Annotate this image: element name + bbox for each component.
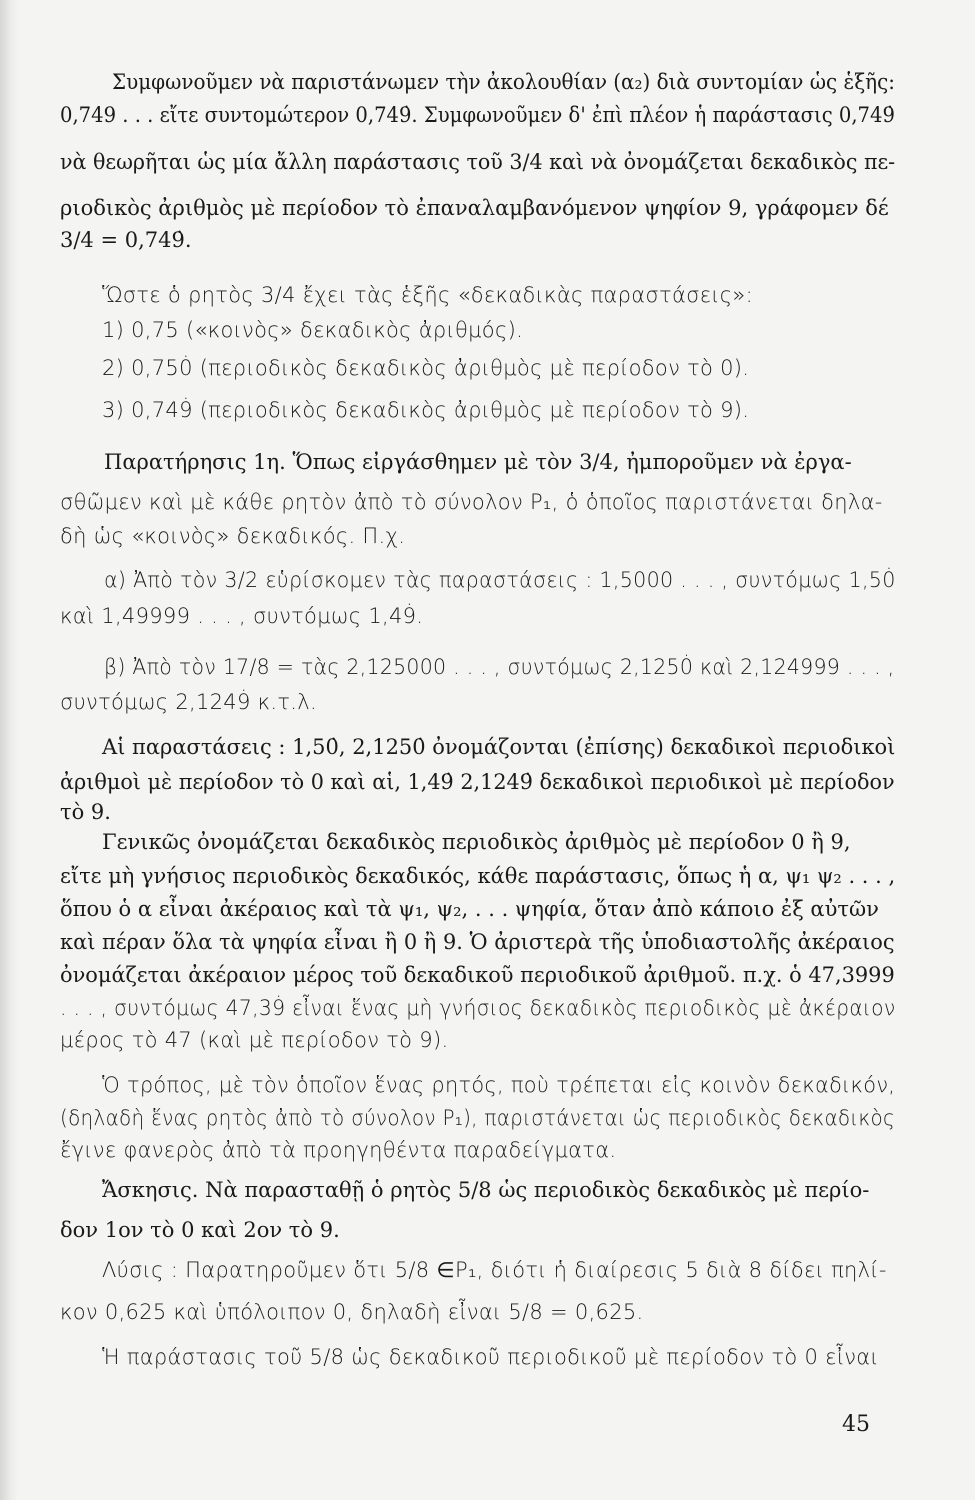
text-line: δὴ ὡς «κοινὸς» δεκαδικός. Π.χ.	[60, 524, 406, 548]
list-item: 1) 0,75 («κοινὸς» δεκαδικὸς ἀριθμός).	[102, 318, 524, 342]
text-line: 3/4 = 0,749̇.	[60, 228, 192, 252]
text-line: ἀριθμοὶ μὲ περίοδον τὸ 0 καὶ αἱ, 1,49̇ 2,1249̇ δεκαδικοὶ περιοδικοὶ μὲ περίοδον	[60, 770, 895, 794]
text-line: ὀνομάζεται ἀκέραιον μέρος τοῦ δεκαδικοῦ περιοδικοῦ ἀριθμοῦ. π.χ. ὁ 47,3999	[60, 963, 895, 987]
text-line: Ὥστε ὁ ρητὸς 3/4 ἔχει τὰς ἑξῆς «δεκαδικὰς παραστάσεις»:	[102, 283, 753, 307]
example-line: β) Ἀπὸ τὸν 17/8 = τὰς 2,125000 . . . , συντόμως 2,1250̇ καὶ 2,124999 . . . ,	[104, 655, 895, 679]
list-item: 3) 0,749̇ (περιοδικὸς δεκαδικὸς ἀριθμὸς μὲ περίοδον τὸ 9).	[102, 398, 750, 422]
example-line: συντόμως 2,1249̇ κ.τ.λ.	[60, 690, 317, 714]
text-line: 0,749 . . . εἴτε συντομώτερον 0,749̇. Συμφωνοῦμεν δ' ἐπὶ πλέον ἡ παράστασις 0,749̇	[60, 103, 895, 127]
text-line: Συμφωνοῦμεν νὰ παριστάνωμεν τὴν ἀκολουθίαν (α₂) διὰ συντομίαν ὡς ἑξῆς:	[112, 70, 895, 94]
exercise-heading-line: Ἄσκησις. Νὰ παρασταθῇ ὁ ρητὸς 5/8 ὡς περιοδικὸς δεκαδικὸς μὲ περίο-	[102, 1178, 870, 1202]
text-line: καὶ πέραν ὅλα τὰ ψηφία εἶναι ἢ 0 ἢ 9. Ὁ ἀριστερὰ τῆς ὑποδιαστολῆς ἀκέραιος	[60, 930, 895, 954]
text-line: ριοδικὸς ἀριθμὸς μὲ περίοδον τὸ ἐπαναλαμβανόμενον ψηφίον 9, γράφομεν δέ	[60, 196, 889, 220]
solution-line: κον 0,625 καὶ ὑπόλοιπον 0, δηλαδὴ εἶναι 5/8 = 0,625.	[60, 1300, 644, 1324]
text-line: εἴτε μὴ γνήσιος περιοδικὸς δεκαδικός, κάθε παράστασις, ὅπως ἡ α, ψ₁ ψ₂ . . . ,	[60, 864, 896, 888]
text-line: (δηλαδὴ ἕνας ρητὸς ἀπὸ τὸ σύνολον P₁), παριστάνεται ὡς περιοδικὸς δεκαδικὸς	[60, 1106, 896, 1130]
example-line: α) Ἀπὸ τὸν 3/2 εὑρίσκομεν τὰς παραστάσεις : 1,5000 . . . , συντόμως 1,50̇	[104, 568, 896, 592]
text-line: δον 1ον τὸ 0 καὶ 2ον τὸ 9.	[60, 1218, 340, 1242]
text-line: νὰ θεωρῆται ὡς μία ἄλλη παράστασις τοῦ 3/4 καὶ νὰ ὀνομάζεται δεκαδικὸς πε-	[60, 150, 896, 174]
text-line: τὸ 9.	[60, 800, 111, 824]
remark-heading-line: Παρατήρησις 1η. Ὅπως εἰργάσθημεν μὲ τὸν 3/4, ἠμποροῦμεν νὰ ἐργα-	[104, 450, 852, 474]
list-item: 2) 0,750̇ (περιοδικὸς δεκαδικὸς ἀριθμὸς μὲ περίοδον τὸ 0).	[102, 356, 750, 380]
solution-line: Ἡ παράστασις τοῦ 5/8 ὡς δεκαδικοῦ περιοδικοῦ μὲ περίοδον τὸ 0 εἶναι	[102, 1345, 879, 1369]
text-line: Ὁ τρόπος, μὲ τὸν ὁποῖον ἕνας ρητός, ποὺ τρέπεται εἰς κοινὸν δεκαδικόν,	[102, 1073, 896, 1097]
text-line: . . . , συντόμως 47,39̇ εἶναι ἕνας μὴ γνήσιος δεκαδικὸς περιοδικὸς μὲ ἀκέραιον	[60, 996, 896, 1020]
text-line: μέρος τὸ 47 (καὶ μὲ περίοδον τὸ 9).	[60, 1028, 449, 1052]
text-line: Αἱ παραστάσεις : 1,50̇, 2,1250̇ ὀνομάζονται (ἐπίσης) δεκαδικοὶ περιοδικοὶ	[102, 735, 896, 759]
text-line: ὅπου ὁ α εἶναι ἀκέραιος καὶ τὰ ψ₁, ψ₂, . . . ψηφία, ὅταν ἀπὸ κάποιο ἐξ αὐτῶν	[60, 897, 879, 921]
text-line: Γενικῶς ὀνομάζεται δεκαδικὸς περιοδικὸς ἀριθμὸς μὲ περίοδον 0 ἢ 9,	[102, 830, 851, 854]
page-number: 45	[842, 1412, 870, 1437]
text-line: ἔγινε φανερὸς ἀπὸ τὰ προηγηθέντα παραδείγματα.	[60, 1138, 617, 1162]
example-line: καὶ 1,49999 . . . , συντόμως 1,49̇.	[60, 604, 424, 628]
text-line: σθῶμεν καὶ μὲ κάθε ρητὸν ἀπὸ τὸ σύνολον P₁, ὁ ὁποῖος παριστάνεται δηλα-	[60, 490, 883, 514]
solution-line: Λύσις : Παρατηροῦμεν ὅτι 5/8 ∈P₁, διότι ἡ διαίρεσις 5 διὰ 8 δίδει πηλί-	[102, 1258, 887, 1282]
